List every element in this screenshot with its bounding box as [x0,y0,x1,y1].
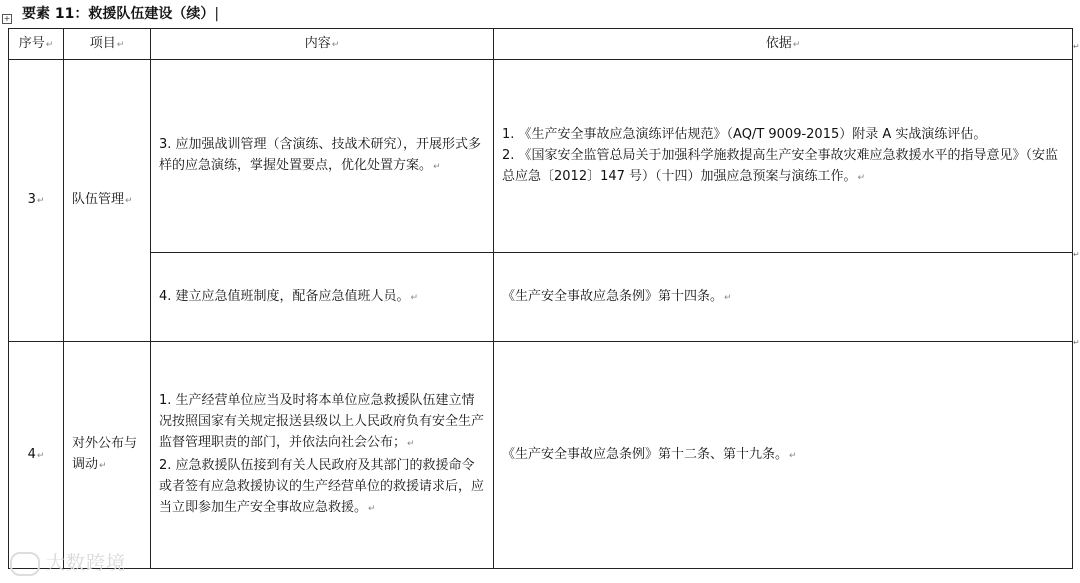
row-item: 队伍管理↵ [64,60,151,342]
header-item: 项目↵ [64,29,151,60]
basis-line: 1. 《生产安全事故应急演练评估规范》（AQ/T 9009-2015）附录 A 实战演练评估。 [502,126,987,142]
section-title-text: 要素 11：救援队伍建设（续） [22,6,215,22]
content-cell[interactable]: 3. 应加强战训管理（含演练、技战术研究），开展形式多样的应急演练，掌握处置要点，优化处置方案。↵ [151,60,494,253]
content-cell[interactable] [151,342,494,569]
text-cursor: | [214,6,220,22]
row-end-marker: ↵ [1073,338,1080,347]
section-title [22,4,219,24]
row-end-marker: ↵ [1073,42,1080,51]
table-header-row [9,29,1073,60]
header-serial-no: 序号↵ [9,29,64,60]
row-serial-no: 3↵ [9,60,64,342]
basis-cell[interactable] [494,60,1073,253]
header-content: 内容↵ [151,29,494,60]
header-basis: 依据↵ [494,29,1073,60]
basis-cell[interactable]: 《生产安全事故应急条例》第十四条。↵ [494,253,1073,342]
row-item: 对外公布与调动↵ [64,342,151,569]
content-line: 1. 生产经营单位应当及时将本单位应急救援队伍建立情况按照国家有关规定报送县级以上人民政府负有安全生产监督管理职责的部门，并依法向社会公布；↵ [159,393,485,450]
watermark [10,548,126,576]
watermark-logo-icon [10,552,40,576]
requirements-table [8,28,1073,569]
table-row [9,253,1073,342]
table-row [9,342,1073,569]
watermark-text: 大数跨境 [46,552,127,574]
table-row [9,60,1073,253]
content-line: 2. 应急救援队伍接到有关人民政府及其部门的救援命令或者签有应急救援协议的生产经营单位的救援请求后，应当立即参加生产安全事故应急救援。↵ [159,458,485,515]
content-cell[interactable]: 4. 建立应急值班制度，配备应急值班人员。↵ [151,253,494,342]
row-serial-no: 4↵ [9,342,64,569]
basis-cell[interactable]: 《生产安全事故应急条例》第十二条、第十九条。↵ [494,342,1073,569]
basis-line: 2. 《国家安全监管总局关于加强科学施救提高生产安全事故灾难应急救援水平的指导意见》（安监总应急〔2012〕147 号）（十四）加强应急预案与演练工作。↵ [502,147,1059,184]
row-end-marker: ↵ [1073,250,1080,259]
table-anchor-icon[interactable]: + [3,14,11,23]
